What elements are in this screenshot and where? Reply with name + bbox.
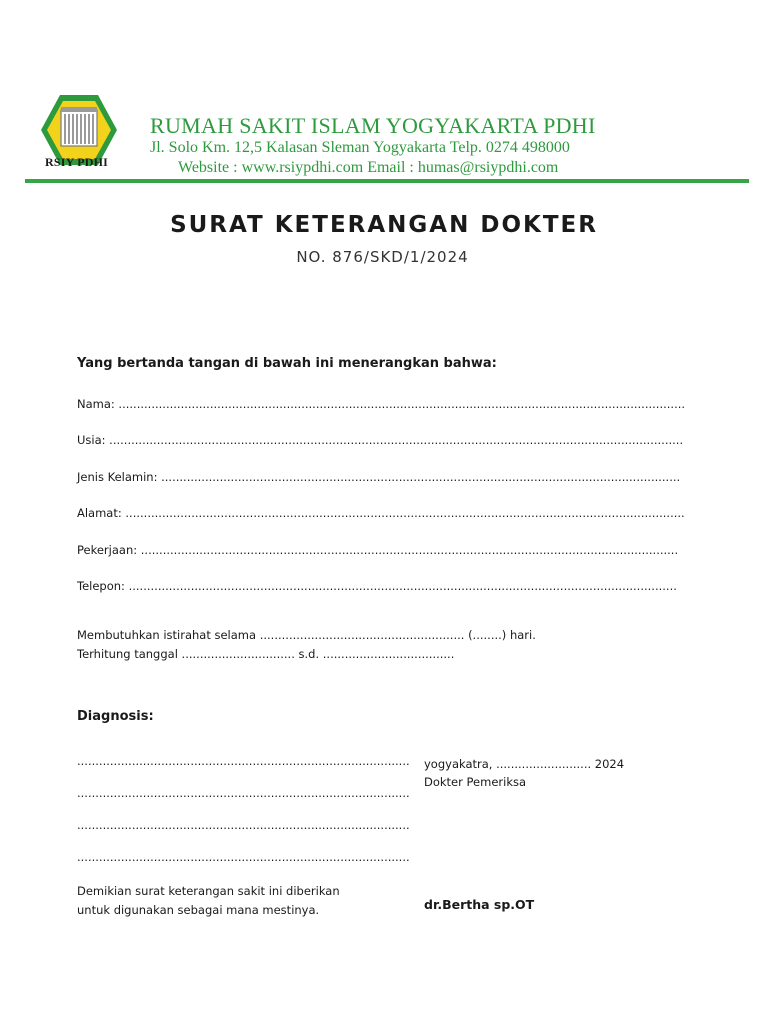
diagnosis-heading: Diagnosis: [77, 709, 154, 724]
diagnosis-line: ........................................................................................... [77, 754, 410, 768]
field-usia: Usia: ............................................................................................................................................................. [77, 433, 684, 447]
doctor-name: dr.Bertha sp.OT [424, 897, 535, 912]
closing-line-2: untuk digunakan sebagai mana mestinya. [77, 903, 320, 917]
rest-dates-line: Terhitung tanggal ............................... s.d. .................................... [77, 647, 455, 661]
diagnosis-line: ........................................................................................... [77, 818, 410, 832]
letterhead-divider [25, 179, 749, 183]
field-nama: Nama: ........................................................................................................................................................... [77, 397, 686, 411]
field-telepon: Telepon: ...................................................................................................................................................... [77, 579, 677, 593]
hospital-website-email: Website : www.rsiypdhi.com Email : humas@rsiypdhi.com [178, 159, 559, 176]
hospital-address: Jl. Solo Km. 12,5 Kalasan Sleman Yogyakarta Telp. 0274 498000 [150, 139, 570, 156]
hospital-name: RUMAH SAKIT ISLAM YOGYAKARTA PDHI [150, 113, 596, 138]
place-date: yogyakatra, .......................... 2024 [424, 757, 625, 771]
closing-statement [77, 882, 377, 920]
rest-period-line: Membutuhkan istirahat selama ........................................................ (........) hari. [77, 628, 536, 642]
closing-line-1: Demikian surat keterangan sakit ini diberikan [77, 884, 340, 898]
field-jenis-kelamin: Jenis Kelamin: .............................................................................................................................................. [77, 470, 681, 484]
logo-caption: RSIY PDHI [45, 155, 109, 169]
document-number: NO. 876/SKD/1/2024 [296, 248, 469, 266]
document-title: SURAT KETERANGAN DOKTER [170, 212, 598, 238]
examiner-role: Dokter Pemeriksa [424, 775, 527, 789]
intro-statement: Yang bertanda tangan di bawah ini menerangkan bahwa: [77, 356, 497, 371]
field-pekerjaan: Pekerjaan: ................................................................................................................................................... [77, 543, 679, 557]
field-alamat: Alamat: ......................................................................................................................................................... [77, 506, 685, 520]
diagnosis-line: ........................................................................................... [77, 786, 410, 800]
diagnosis-line: ........................................................................................... [77, 850, 410, 864]
